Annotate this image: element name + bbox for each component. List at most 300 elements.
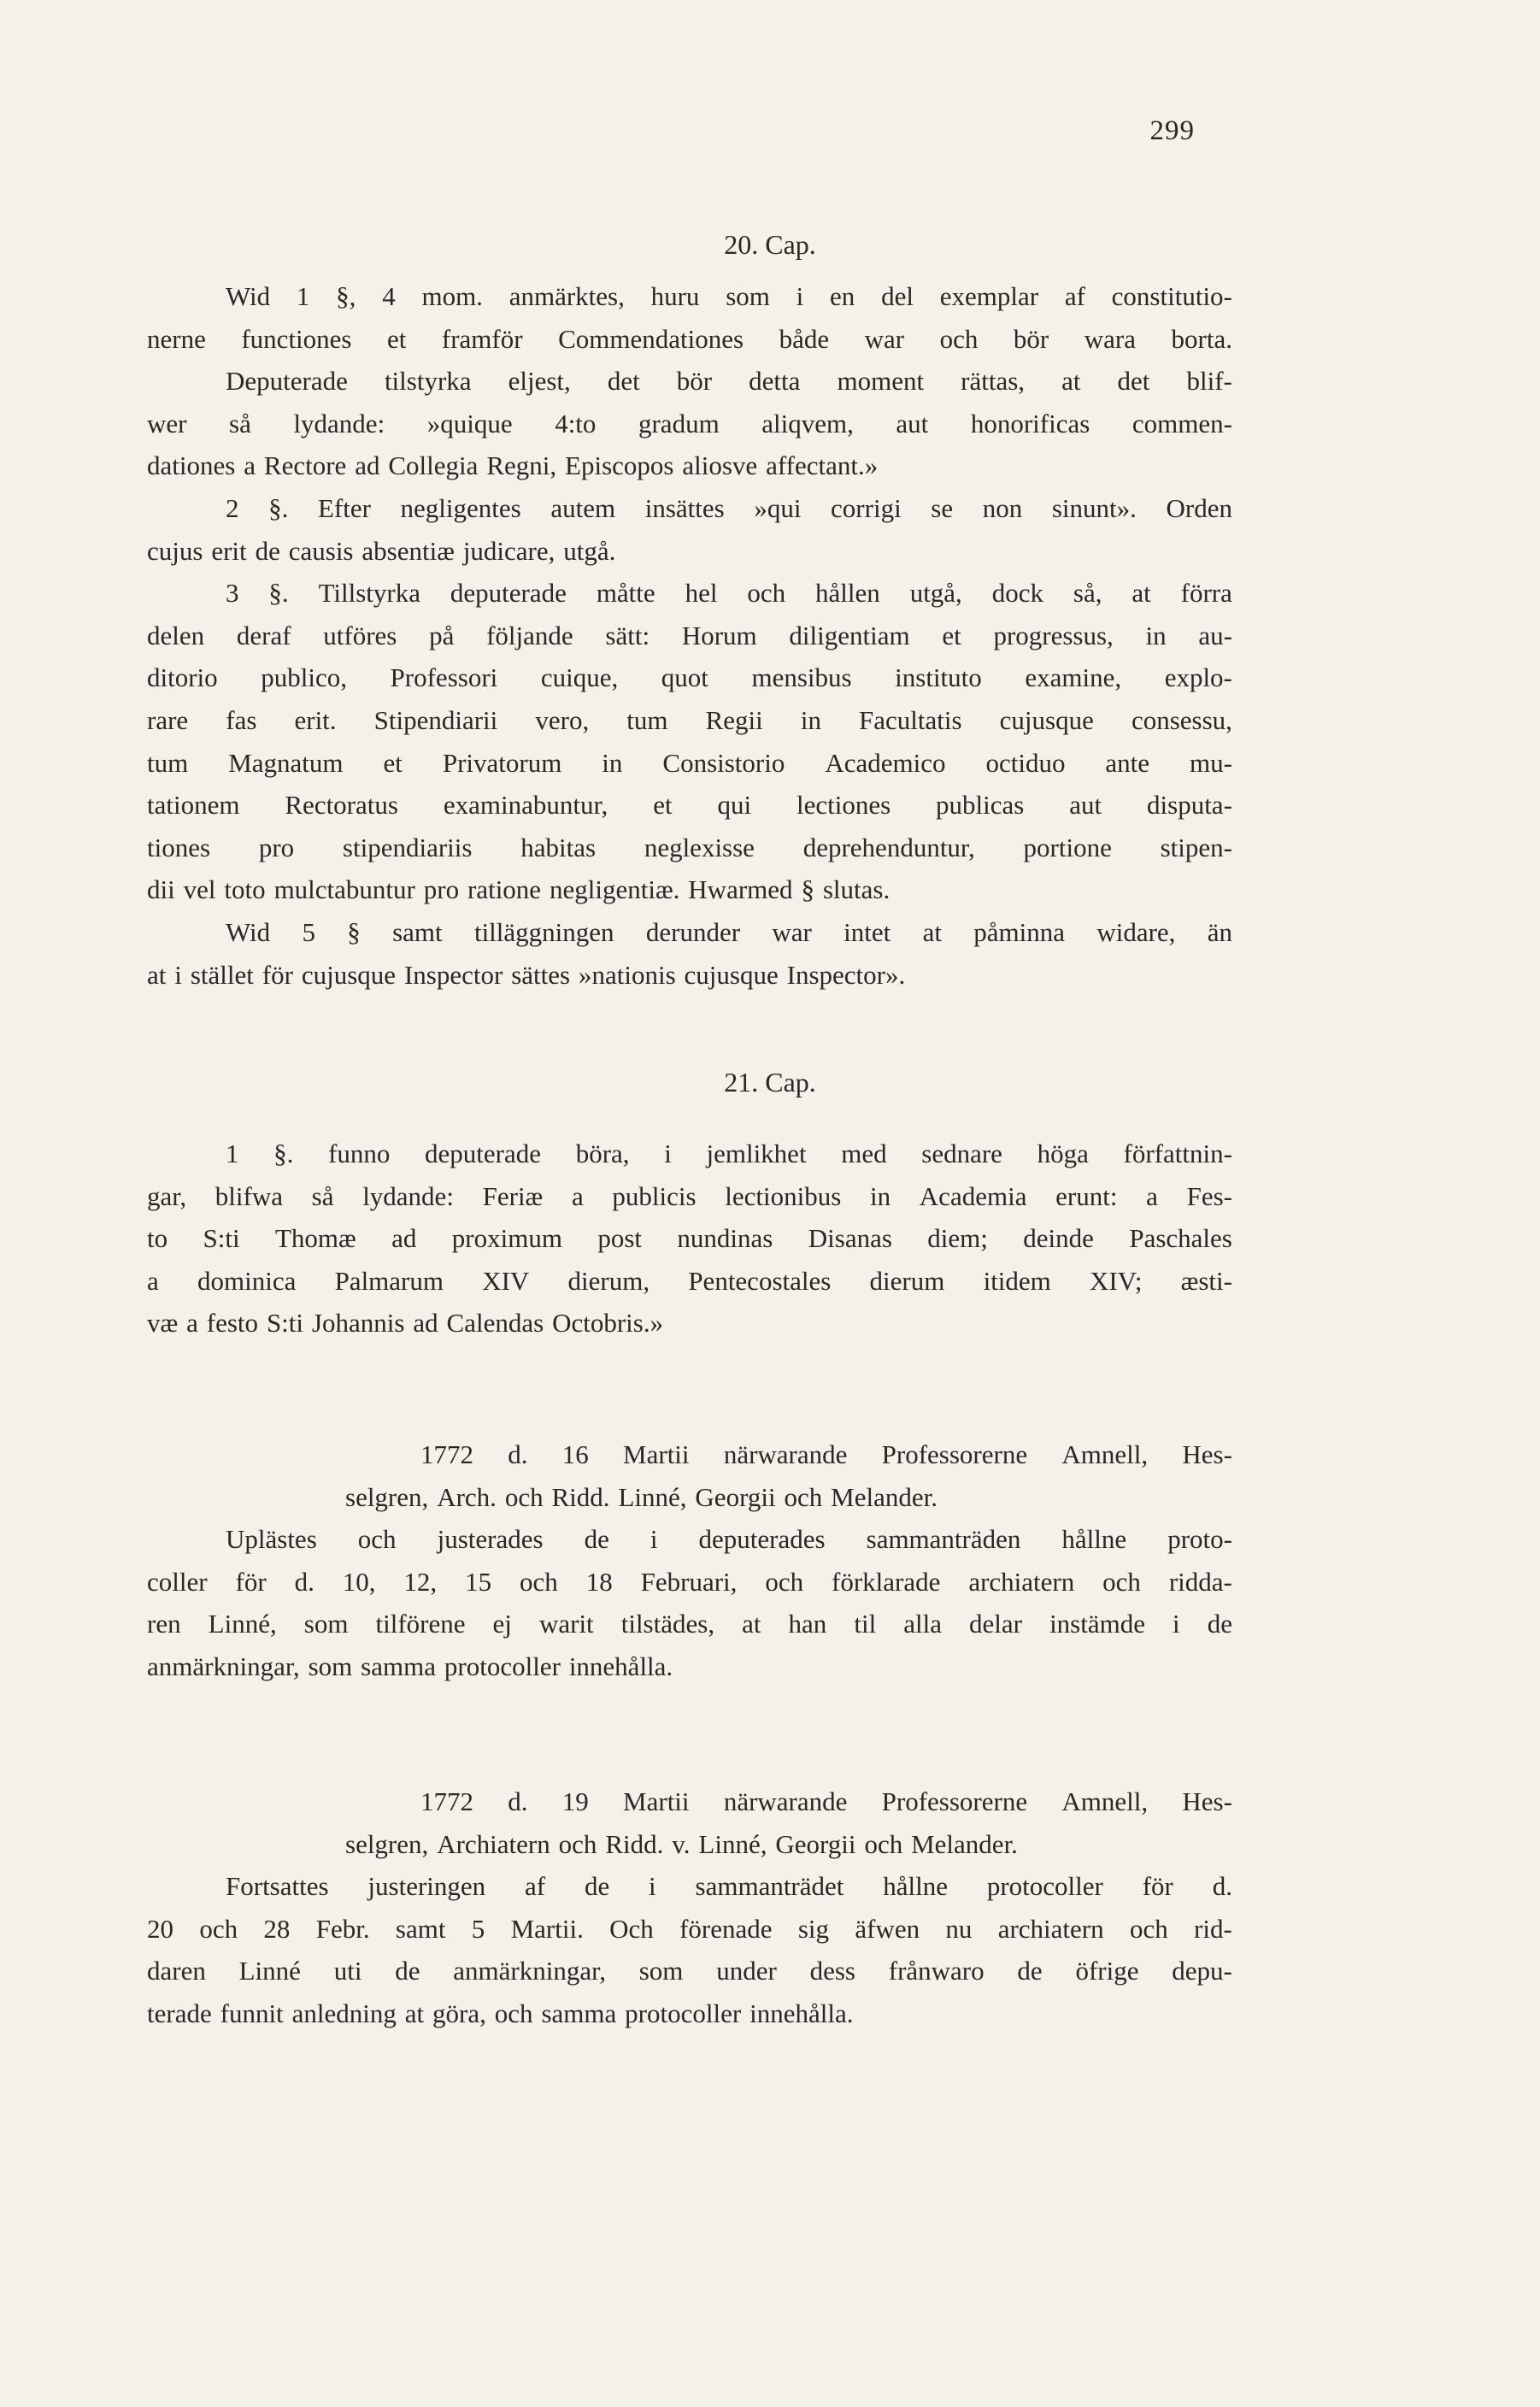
word: anmärkningar, xyxy=(453,1956,606,1986)
word: intet xyxy=(843,916,891,947)
word: negligentes xyxy=(400,492,521,523)
word: aut xyxy=(1069,790,1102,821)
text-line xyxy=(147,1865,1232,1908)
word: utgå, xyxy=(909,578,962,609)
word: och xyxy=(357,1524,397,1555)
word: och xyxy=(939,323,979,354)
word: affectant.» xyxy=(766,450,879,481)
word: närwarande xyxy=(723,1786,848,1816)
word: tum xyxy=(626,704,668,735)
text-line xyxy=(147,954,1232,997)
word: in xyxy=(602,747,623,778)
word: del xyxy=(881,281,914,311)
word: stipendiariis xyxy=(342,832,473,862)
word: närwarande xyxy=(723,1439,848,1469)
text-line xyxy=(147,1823,1232,1866)
word: innehålla. xyxy=(568,1651,673,1681)
word: i xyxy=(796,281,804,311)
word: itidem xyxy=(983,1265,1051,1296)
text-line xyxy=(147,784,1232,827)
word: Academia xyxy=(919,1180,1027,1211)
word: Archiatern xyxy=(437,1828,550,1859)
word: förenade xyxy=(679,1913,773,1944)
word: d. xyxy=(508,1439,528,1469)
word: Commendationes xyxy=(558,323,744,354)
text-line xyxy=(147,1433,1232,1476)
word: et xyxy=(383,747,403,778)
word: archiatern xyxy=(997,1913,1104,1944)
word: non xyxy=(982,492,1023,523)
word: eljest, xyxy=(508,366,571,397)
word: 1772 xyxy=(420,1439,473,1469)
word: Professorerne xyxy=(881,1439,1028,1469)
word: Consistorio xyxy=(662,747,785,778)
text-line xyxy=(147,1780,1232,1823)
word: mulctabuntur xyxy=(273,874,415,905)
word: Academico xyxy=(825,747,946,778)
word: delar xyxy=(969,1609,1023,1639)
text-line xyxy=(147,1518,1232,1561)
word: terade xyxy=(147,1998,212,2028)
text-line xyxy=(147,911,1232,954)
word: Linné xyxy=(238,1956,301,1986)
word: sammanträdet xyxy=(695,1871,844,1902)
word: Februari, xyxy=(640,1566,738,1597)
word: Fes- xyxy=(1186,1180,1232,1211)
word: som xyxy=(308,1651,353,1681)
word: detta xyxy=(749,366,801,397)
word: sammanträden xyxy=(866,1524,1021,1555)
word: framför xyxy=(441,323,523,354)
word: in xyxy=(800,704,821,735)
word: et xyxy=(387,323,407,354)
word: diem; xyxy=(927,1223,988,1254)
word: erunt: xyxy=(1055,1180,1118,1211)
word: Inspector xyxy=(403,959,503,990)
word: Hes- xyxy=(1182,1439,1232,1469)
word: af xyxy=(525,1871,546,1902)
word: Feriæ xyxy=(482,1180,544,1211)
word: i xyxy=(650,1524,658,1555)
word: Linné, xyxy=(698,1828,767,1859)
word: förklarade xyxy=(832,1566,941,1597)
word: Horum xyxy=(681,620,757,650)
word: dess xyxy=(809,1956,855,1986)
word: och xyxy=(864,1828,903,1859)
word: aut xyxy=(896,408,929,438)
word: dationes xyxy=(147,450,236,481)
word: en xyxy=(830,281,855,311)
word: för xyxy=(235,1566,267,1597)
word: pro xyxy=(258,832,295,862)
word: 20 xyxy=(147,1913,173,1944)
word: Inspector». xyxy=(786,959,906,990)
word: Wid xyxy=(226,281,271,311)
word: dierum, xyxy=(567,1265,650,1296)
word: selgren, xyxy=(345,1481,429,1512)
word: i xyxy=(174,959,182,990)
word: författnin- xyxy=(1123,1139,1232,1168)
word: constitutio- xyxy=(1111,281,1232,311)
word: lydande: xyxy=(362,1180,454,1211)
word: v. xyxy=(672,1828,691,1859)
word: och xyxy=(520,1566,558,1597)
word: a xyxy=(1146,1180,1158,1211)
word: samt xyxy=(395,1913,446,1944)
word: som xyxy=(303,1609,349,1639)
word: 1772 xyxy=(420,1786,473,1816)
word: deraf xyxy=(236,620,291,650)
word: och xyxy=(765,1566,804,1597)
word: §, xyxy=(336,281,356,311)
chapter-heading-20: 20. Cap. xyxy=(724,229,816,260)
word: Fortsattes xyxy=(226,1871,329,1902)
word: Rectore xyxy=(263,450,347,481)
word: och xyxy=(494,1998,533,2028)
word: i xyxy=(1173,1609,1180,1639)
word: sättes xyxy=(511,959,571,990)
word: ad xyxy=(413,1308,438,1339)
word: Martii xyxy=(623,1439,690,1469)
word: tilstyrka xyxy=(384,366,472,397)
word: 2 xyxy=(226,492,239,523)
word: öfrige xyxy=(1075,1956,1139,1986)
word: et xyxy=(653,790,673,821)
word: derunder xyxy=(645,916,741,947)
word: tiones xyxy=(147,832,211,862)
word: moment xyxy=(837,366,925,397)
word: §. xyxy=(268,578,289,609)
word: 19 xyxy=(561,1786,589,1816)
word: de xyxy=(395,1956,420,1986)
word: 15 xyxy=(465,1566,492,1597)
word: Rectoratus xyxy=(285,790,398,821)
text-line xyxy=(147,1476,1232,1519)
word: gradum xyxy=(638,408,720,438)
text-line xyxy=(147,1260,1232,1303)
word: at xyxy=(404,1998,425,2028)
page-number: 299 xyxy=(1149,115,1195,146)
word: förra xyxy=(1180,578,1232,609)
word: absentiæ xyxy=(361,535,455,566)
word: vel xyxy=(183,874,216,905)
word: væ xyxy=(147,1308,179,1339)
word: explo- xyxy=(1164,662,1232,693)
text-line xyxy=(147,827,1232,869)
word: nerne xyxy=(147,323,206,354)
word: tilförene xyxy=(375,1609,466,1639)
word: ej xyxy=(492,1609,512,1639)
word: Ridd. xyxy=(551,1481,610,1512)
word: »qui xyxy=(754,492,802,523)
word: vero, xyxy=(535,704,590,735)
text-line xyxy=(147,572,1232,615)
word: 28 xyxy=(263,1913,291,1944)
word: så xyxy=(311,1180,334,1211)
text-line xyxy=(147,318,1232,361)
word: causis xyxy=(288,535,354,566)
text-line xyxy=(147,1950,1232,1992)
word: deputerade xyxy=(425,1139,542,1168)
word: sätt: xyxy=(605,620,650,650)
word: corrigi xyxy=(831,492,902,523)
word: de xyxy=(1207,1609,1232,1639)
word: til xyxy=(854,1609,877,1639)
word: au- xyxy=(1198,620,1232,650)
word: instämde xyxy=(1049,1609,1145,1639)
text-line xyxy=(147,360,1232,403)
word: böra, xyxy=(575,1139,630,1168)
word: hel xyxy=(685,578,718,609)
word: och xyxy=(1129,1913,1168,1944)
word: blif- xyxy=(1186,366,1232,397)
word: han xyxy=(788,1609,827,1639)
word: och xyxy=(1102,1566,1141,1597)
word: 1 xyxy=(296,281,310,311)
word: ridda- xyxy=(1168,1566,1232,1597)
word: Disanas xyxy=(808,1223,892,1254)
text-line xyxy=(147,656,1232,699)
word: examinabuntur, xyxy=(443,790,608,821)
word: »quique xyxy=(426,408,513,438)
word: Och xyxy=(609,1913,654,1944)
word: anmärkningar, xyxy=(147,1651,300,1681)
word: judicare, xyxy=(462,535,555,566)
protocol-16-martii xyxy=(147,1433,1232,1688)
word: at xyxy=(922,916,942,947)
word: Thomæ xyxy=(275,1223,356,1254)
word: commen- xyxy=(1131,408,1232,438)
word: Martii xyxy=(623,1786,690,1816)
word: d. xyxy=(294,1566,314,1597)
word: publicas xyxy=(936,790,1025,821)
chapter-heading-21: 21. Cap. xyxy=(724,1067,816,1098)
word: examine, xyxy=(1025,662,1122,693)
word: måtte xyxy=(596,578,655,609)
word: publico, xyxy=(261,662,347,693)
word: depu- xyxy=(1172,1956,1232,1986)
word: ratione xyxy=(467,874,542,905)
word: blifwa xyxy=(215,1180,283,1211)
word: qui xyxy=(717,790,752,821)
text-line xyxy=(147,444,1232,487)
word: 12, xyxy=(403,1566,438,1597)
word: justeringen xyxy=(367,1871,486,1902)
word: autem xyxy=(550,492,616,523)
word: cuique, xyxy=(540,662,619,693)
word: Georgii xyxy=(775,1828,856,1859)
word: Linné, xyxy=(618,1481,687,1512)
word: och xyxy=(504,1481,544,1512)
word: bör xyxy=(676,366,713,397)
word: både xyxy=(779,323,830,354)
word: Ridd. xyxy=(605,1828,664,1859)
word: consessu, xyxy=(1131,704,1232,735)
word: justerades xyxy=(437,1524,544,1555)
text-line xyxy=(147,1133,1232,1175)
word: wer xyxy=(147,408,187,438)
protocol-19-martii xyxy=(147,1780,1232,2035)
word: daren xyxy=(147,1956,206,1986)
text-line xyxy=(147,1175,1232,1218)
word: portione xyxy=(1023,832,1112,862)
word: pro xyxy=(423,874,460,905)
word: negligentiæ. xyxy=(549,874,680,905)
word: Paschales xyxy=(1129,1223,1232,1254)
text-line xyxy=(147,487,1232,530)
word: Collegia xyxy=(388,450,479,481)
text-line xyxy=(147,1302,1232,1345)
chapter-21-body xyxy=(147,1133,1232,1345)
word: och xyxy=(747,578,786,609)
word: Episcopos xyxy=(565,450,674,481)
word: mu- xyxy=(1190,747,1232,778)
word: Uplästes xyxy=(226,1524,317,1555)
word: 3 xyxy=(226,578,239,609)
word: stället xyxy=(190,959,254,990)
text-line xyxy=(147,1908,1232,1951)
word: bör xyxy=(1013,323,1049,354)
word: höga xyxy=(1037,1139,1089,1168)
word: och xyxy=(558,1828,597,1859)
word: Regii xyxy=(705,704,763,735)
word: proximum xyxy=(451,1223,562,1254)
word: archiatern xyxy=(968,1566,1075,1597)
word: lydande: xyxy=(293,408,385,438)
text-line xyxy=(147,1992,1232,2035)
text-line xyxy=(147,403,1232,445)
word: rid- xyxy=(1194,1913,1232,1944)
word: tationem xyxy=(147,790,240,821)
word: än xyxy=(1207,916,1232,947)
word: d. xyxy=(508,1786,528,1816)
word: in xyxy=(1145,620,1167,650)
word: S:ti xyxy=(203,1223,240,1254)
word: ren xyxy=(147,1609,181,1639)
word: och xyxy=(199,1913,238,1944)
word: a xyxy=(244,450,256,481)
word: et xyxy=(942,620,961,650)
word: instituto xyxy=(895,662,982,693)
word: hållne xyxy=(883,1871,948,1902)
word: war xyxy=(864,323,905,354)
word: äfwen xyxy=(855,1913,920,1944)
word: Privatorum xyxy=(442,747,562,778)
word: Calendas xyxy=(446,1308,544,1339)
word: »nationis xyxy=(578,959,676,990)
word: a xyxy=(186,1308,198,1339)
word: de xyxy=(584,1524,609,1555)
word: widare, xyxy=(1096,916,1176,947)
word: funno xyxy=(328,1139,391,1168)
word: de xyxy=(584,1871,610,1902)
text-line xyxy=(147,275,1232,318)
word: diligentiam xyxy=(789,620,910,650)
word: Professori xyxy=(390,662,498,693)
word: uti xyxy=(333,1956,362,1986)
word: deprehenduntur, xyxy=(802,832,975,862)
word: 5 xyxy=(471,1913,485,1944)
word: samt xyxy=(392,916,443,947)
word: Melander. xyxy=(911,1828,1018,1859)
word: med xyxy=(841,1139,887,1168)
word: funnit xyxy=(220,1998,284,2028)
text-line xyxy=(147,1603,1232,1645)
word: Facultatis xyxy=(859,704,962,735)
word: functiones xyxy=(241,323,352,354)
word: at xyxy=(1061,366,1081,397)
word: så, xyxy=(1073,578,1102,609)
word: cujus xyxy=(147,535,203,566)
word: proto- xyxy=(1167,1524,1232,1555)
word: festo xyxy=(206,1308,259,1339)
word: gar, xyxy=(147,1180,187,1211)
word: aliosve xyxy=(682,450,758,481)
word: så xyxy=(229,408,251,438)
word: Arch. xyxy=(437,1481,497,1512)
text-line xyxy=(147,1561,1232,1604)
word: af xyxy=(1064,281,1085,311)
word: som xyxy=(638,1956,684,1986)
word: mom. xyxy=(421,281,483,311)
word: 4:to xyxy=(555,408,597,438)
word: selgren, xyxy=(345,1828,429,1859)
text-line xyxy=(147,742,1232,785)
word: följande xyxy=(486,620,573,650)
word: 5 xyxy=(302,916,315,947)
word: sednare xyxy=(921,1139,1002,1168)
word: in xyxy=(869,1180,891,1211)
word: tum xyxy=(147,747,189,778)
word: XIV; xyxy=(1090,1265,1143,1296)
word: war xyxy=(772,916,812,947)
word: Febr. xyxy=(315,1913,370,1944)
word: Deputerade xyxy=(226,366,348,397)
word: och xyxy=(784,1481,823,1512)
word: deputerades xyxy=(698,1524,826,1555)
word: §. xyxy=(268,492,289,523)
word: Martii. xyxy=(510,1913,584,1944)
word: disputa- xyxy=(1147,790,1232,821)
word: warit xyxy=(538,1609,594,1639)
word: deputerade xyxy=(450,578,567,609)
word: på xyxy=(429,620,455,650)
word: rare xyxy=(147,704,189,735)
word: sig xyxy=(797,1913,830,1944)
word: rättas, xyxy=(961,366,1026,397)
word: 16 xyxy=(561,1439,589,1469)
word: anledning xyxy=(291,1998,397,2028)
word: at xyxy=(1131,578,1151,609)
word: det xyxy=(1117,366,1150,397)
word: honorificas xyxy=(970,408,1090,438)
word: samma xyxy=(541,1998,617,2028)
word: habitas xyxy=(520,832,597,862)
text-line xyxy=(147,868,1232,911)
word: Amnell, xyxy=(1061,1439,1149,1469)
word: ante xyxy=(1105,747,1150,778)
word: innehålla. xyxy=(749,1998,854,2028)
word: protocoller xyxy=(444,1651,561,1681)
text-line xyxy=(147,530,1232,573)
word: S:ti xyxy=(266,1308,304,1339)
word: XIV xyxy=(482,1265,530,1296)
word: dominica xyxy=(197,1265,297,1296)
word: aliqvem, xyxy=(761,408,854,438)
text-line xyxy=(147,1217,1232,1260)
word: de xyxy=(255,535,280,566)
word: § xyxy=(801,874,814,905)
